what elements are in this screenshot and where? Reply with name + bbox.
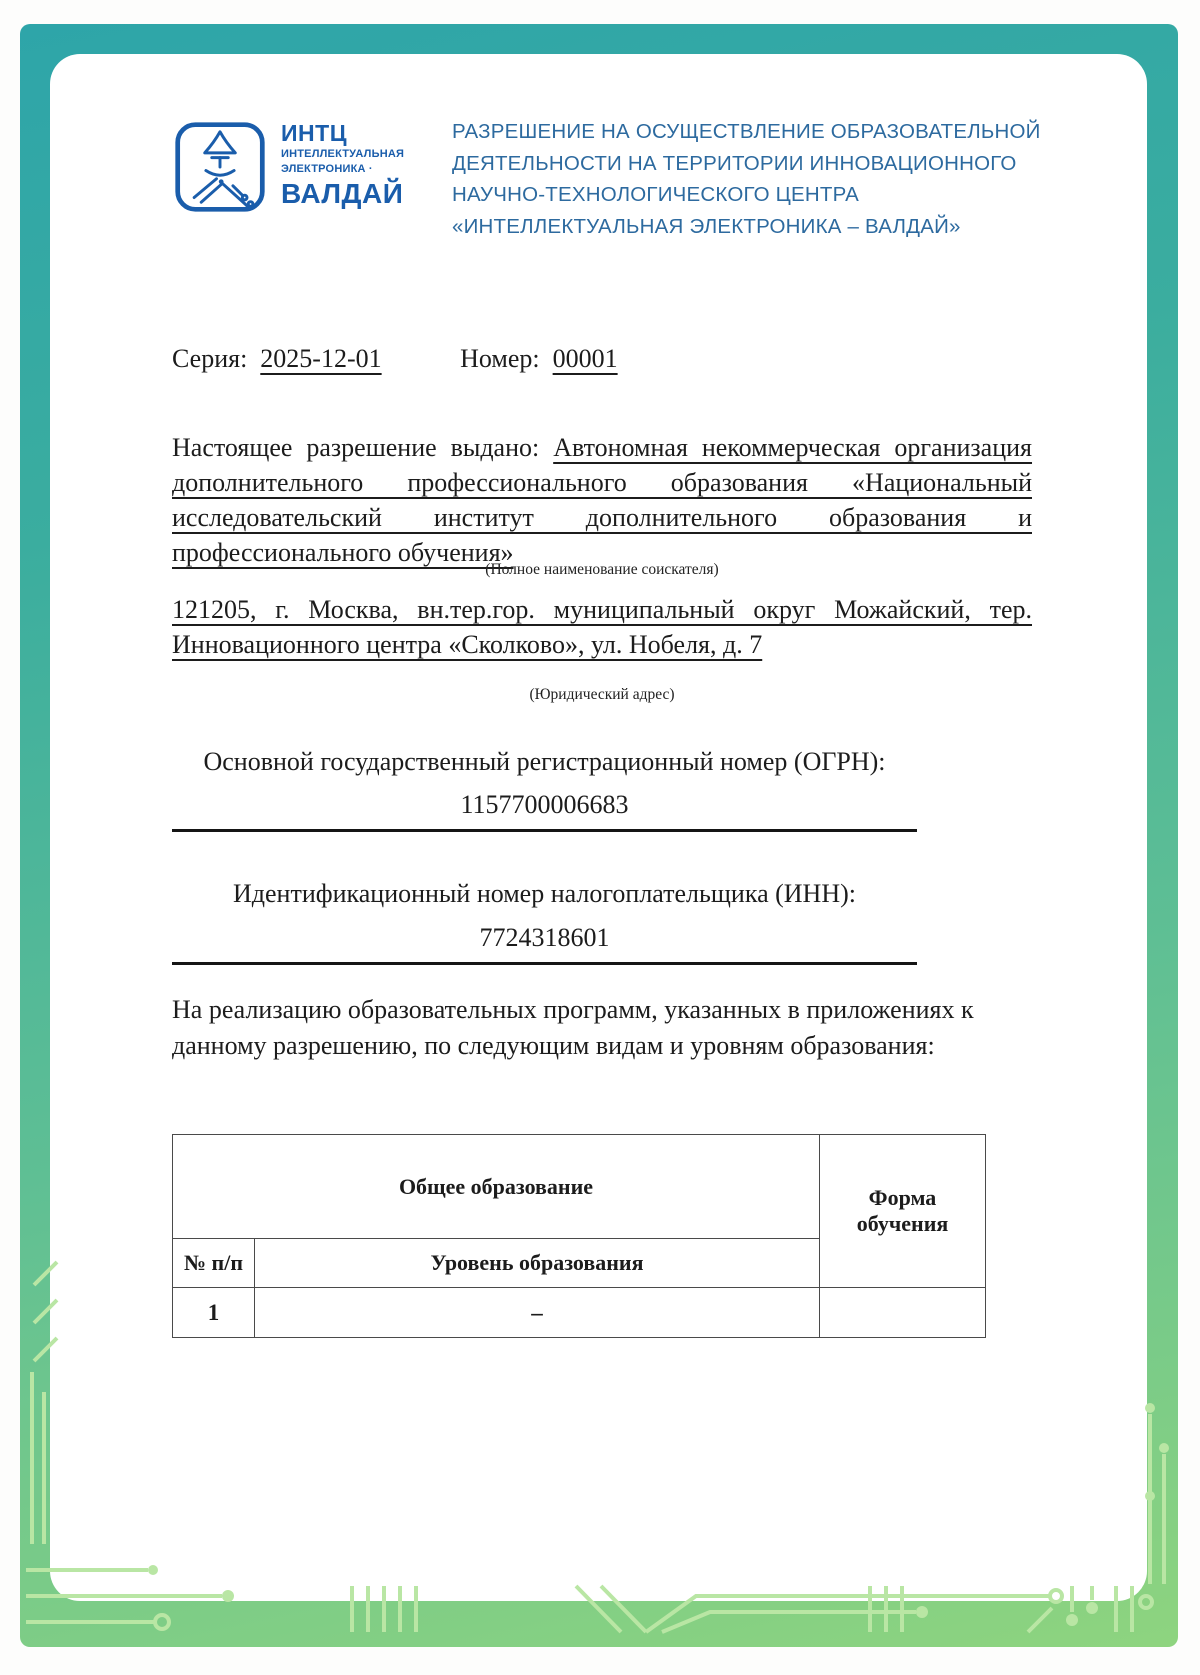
- issued-caption: (Полное наименование соискателя): [485, 561, 719, 578]
- bogatyr-logo-icon: [173, 120, 267, 214]
- number-label: Номер:: [460, 344, 540, 373]
- row-form-cell: [820, 1288, 986, 1338]
- logo-org-short: ИНТЦ: [281, 120, 347, 146]
- address-paragraph: [172, 592, 1032, 662]
- title-line-1: РАЗРЕШЕНИЕ НА ОСУЩЕСТВЛЕНИЕ ОБРАЗОВАТЕЛЬНОЙ: [452, 120, 1041, 143]
- row-level-cell: –: [255, 1288, 820, 1338]
- ogrn-value: 1157700006683: [460, 790, 629, 819]
- address-value: 121205, г. Москва, вн.тер.гор. муниципальный округ Можайский, тер. Инновационного центра «Сколково», ул. Нобеля, д. 7: [172, 595, 1032, 659]
- table-col-level-header: Уровень образования: [255, 1239, 820, 1288]
- logo-org-name: ВАЛДАЙ: [281, 178, 404, 209]
- table-row: [173, 1288, 986, 1338]
- number-group: [460, 344, 618, 373]
- ogrn-label: Основной государственный регистрационный номер (ОГРН):: [203, 747, 886, 776]
- document-page: [50, 54, 1147, 1601]
- title-line-4: «ИНТЕЛЛЕКТУАЛЬНАЯ ЭЛЕКТРОНИКА – ВАЛДАЙ»: [452, 214, 961, 238]
- issued-paragraph: [172, 430, 1032, 570]
- table-form-header: Форма обучения: [820, 1135, 986, 1288]
- table-group-header: Общее образование: [173, 1135, 820, 1239]
- inn-label: Идентификационный номер налогоплательщика (ИНН):: [233, 879, 856, 908]
- series-number-row: [172, 344, 618, 374]
- issued-label: Настоящее разрешение выдано:: [172, 433, 540, 462]
- logo-org-line1: ИНТЕЛЛЕКТУАЛЬНАЯ: [281, 148, 405, 160]
- logo-org-line2: ЭЛЕКТРОНИКА ·: [281, 163, 373, 175]
- inn-underline: [172, 962, 917, 965]
- logo-text: [281, 122, 404, 208]
- programs-paragraph: На реализацию образовательных программ, указанных в приложениях к данному разрешению, по следующим видам и уровням образования:: [172, 995, 974, 1060]
- education-levels-table: [172, 1134, 986, 1338]
- title-line-2: ДЕЯТЕЛЬНОСТИ НА ТЕРРИТОРИИ ИННОВАЦИОННОГО: [452, 151, 1017, 175]
- row-num-cell: 1: [173, 1288, 255, 1338]
- document-title: [452, 116, 1152, 242]
- document-frame: [20, 24, 1178, 1647]
- series-value: 2025-12-01: [260, 344, 382, 373]
- address-caption: (Юридический адрес): [529, 686, 675, 703]
- table-col-num-header: № п/п: [173, 1239, 255, 1288]
- series-label: Серия:: [172, 344, 248, 373]
- inn-value: 7724318601: [479, 923, 610, 952]
- issued-value: Автономная некоммерческая организация дополнительного профессионального образования «Национальный исследовательский институт дополнительного образования и профессионального обучения»: [172, 433, 1033, 567]
- number-value: 00001: [552, 344, 618, 373]
- ogrn-underline: [172, 829, 917, 832]
- title-line-3: НАУЧНО-ТЕХНОЛОГИЧЕСКОГО ЦЕНТРА: [452, 183, 859, 206]
- series-group: [172, 344, 382, 374]
